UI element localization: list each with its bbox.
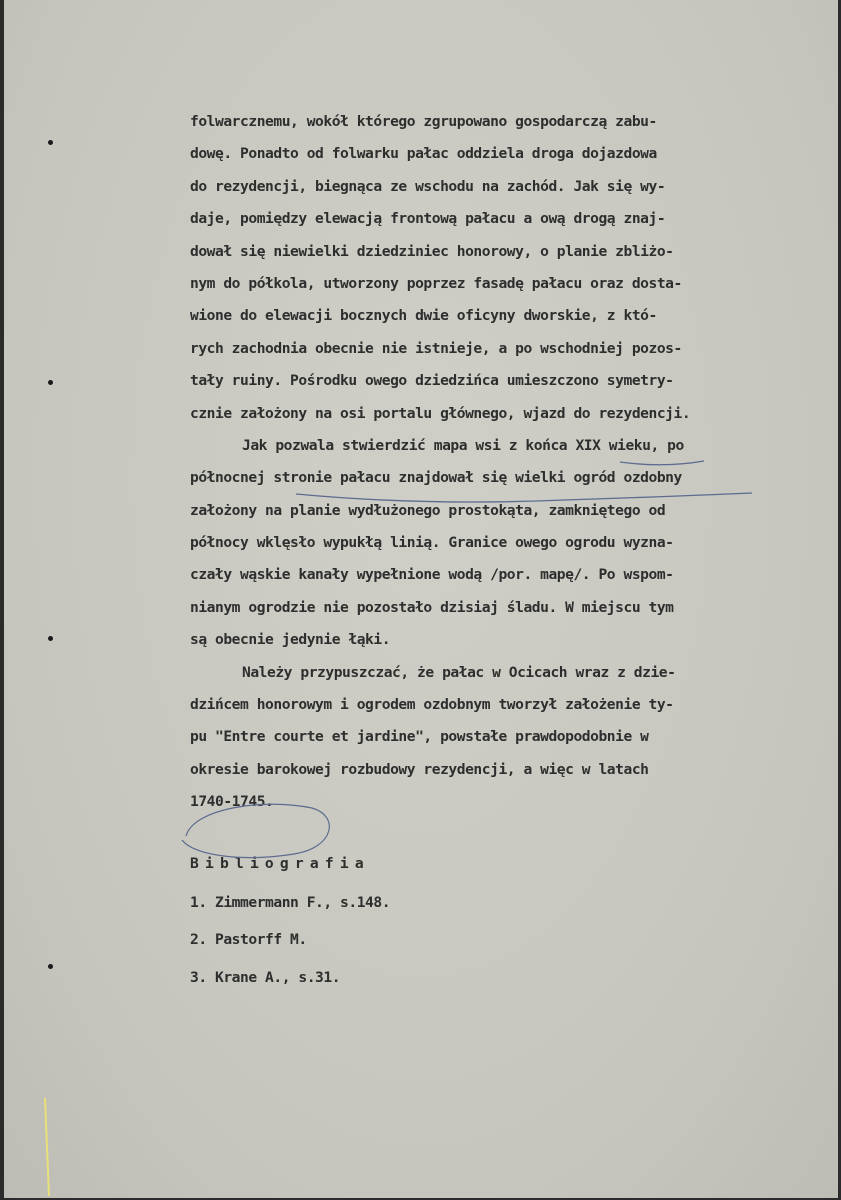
text-line: pu "Entre courte et jardine", powstałe prawdopodobnie w xyxy=(190,728,649,746)
bibliography-item: 2. Pastorff M. xyxy=(190,931,307,949)
text-line: północnej stronie pałacu znajdował się wielki ogród ozdobny xyxy=(190,469,682,487)
text-line: założony na planie wydłużonego prostokąta, zamkniętego od xyxy=(190,501,666,519)
pen-underline-ogrod xyxy=(296,493,752,502)
bibliography-heading: Bibliografia xyxy=(190,854,370,872)
text-line: czały wąskie kanały wypełnione wodą /por. mapę/. Po wspom- xyxy=(190,566,674,584)
text-line: dowę. Ponadto od folwarku pałac oddziela droga dojazdowa xyxy=(190,145,657,163)
text-line: rych zachodnia obecnie nie istnieje, a po wschodniej pozos- xyxy=(190,339,682,357)
text-line: północy wklęsło wypukłą linią. Granice owego ogrodu wyzna- xyxy=(190,534,674,552)
text-line: wione do elewacji bocznych dwie oficyny dworskie, z któ- xyxy=(190,307,657,325)
text-line: Należy przypuszczać, że pałac w Ocicach wraz z dzie- xyxy=(242,663,676,681)
margin-mark xyxy=(45,1098,49,1196)
text-line: tały ruiny. Pośrodku owego dziedzińca umieszczono symetry- xyxy=(190,372,674,390)
text-line: nym do półkola, utworzony poprzez fasadę pałacu oraz dosta- xyxy=(190,274,682,292)
text-line: Jak pozwala stwierdzić mapa wsi z końca XIX wieku, po xyxy=(242,436,684,454)
document-page xyxy=(4,0,838,1198)
text-line: cznie założony na osi portalu głównego, wjazd do rezydencji. xyxy=(190,404,691,422)
text-line: daje, pomiędzy elewacją frontową pałacu a ową drogą znaj- xyxy=(190,210,666,228)
text-line: są obecnie jedynie łąki. xyxy=(190,631,391,649)
text-line: dował się niewielki dziedziniec honorowy, o planie zbliżo- xyxy=(190,242,674,260)
pen-underline-xix xyxy=(620,461,704,465)
bibliography-item: 3. Krane A., s.31. xyxy=(190,968,341,986)
text-line: nianym ogrodzie nie pozostało dzisiaj śladu. W miejscu tym xyxy=(190,598,674,616)
pen-annotations xyxy=(4,0,838,1198)
pen-circle-date xyxy=(182,804,329,857)
text-line: folwarcznemu, wokół którego zgrupowano gospodarczą zabu- xyxy=(190,113,657,130)
text-line: okresie barokowej rozbudowy rezydencji, a więc w latach xyxy=(190,760,649,778)
text-line: do rezydencji, biegnąca ze wschodu na zachód. Jak się wy- xyxy=(190,177,666,195)
text-line: 1740-1745. xyxy=(190,793,274,811)
bibliography-item: 1. Zimmermann F., s.148. xyxy=(190,893,391,911)
text-line: dzińcem honorowym i ogrodem ozdobnym tworzył założenie ty- xyxy=(190,696,674,714)
